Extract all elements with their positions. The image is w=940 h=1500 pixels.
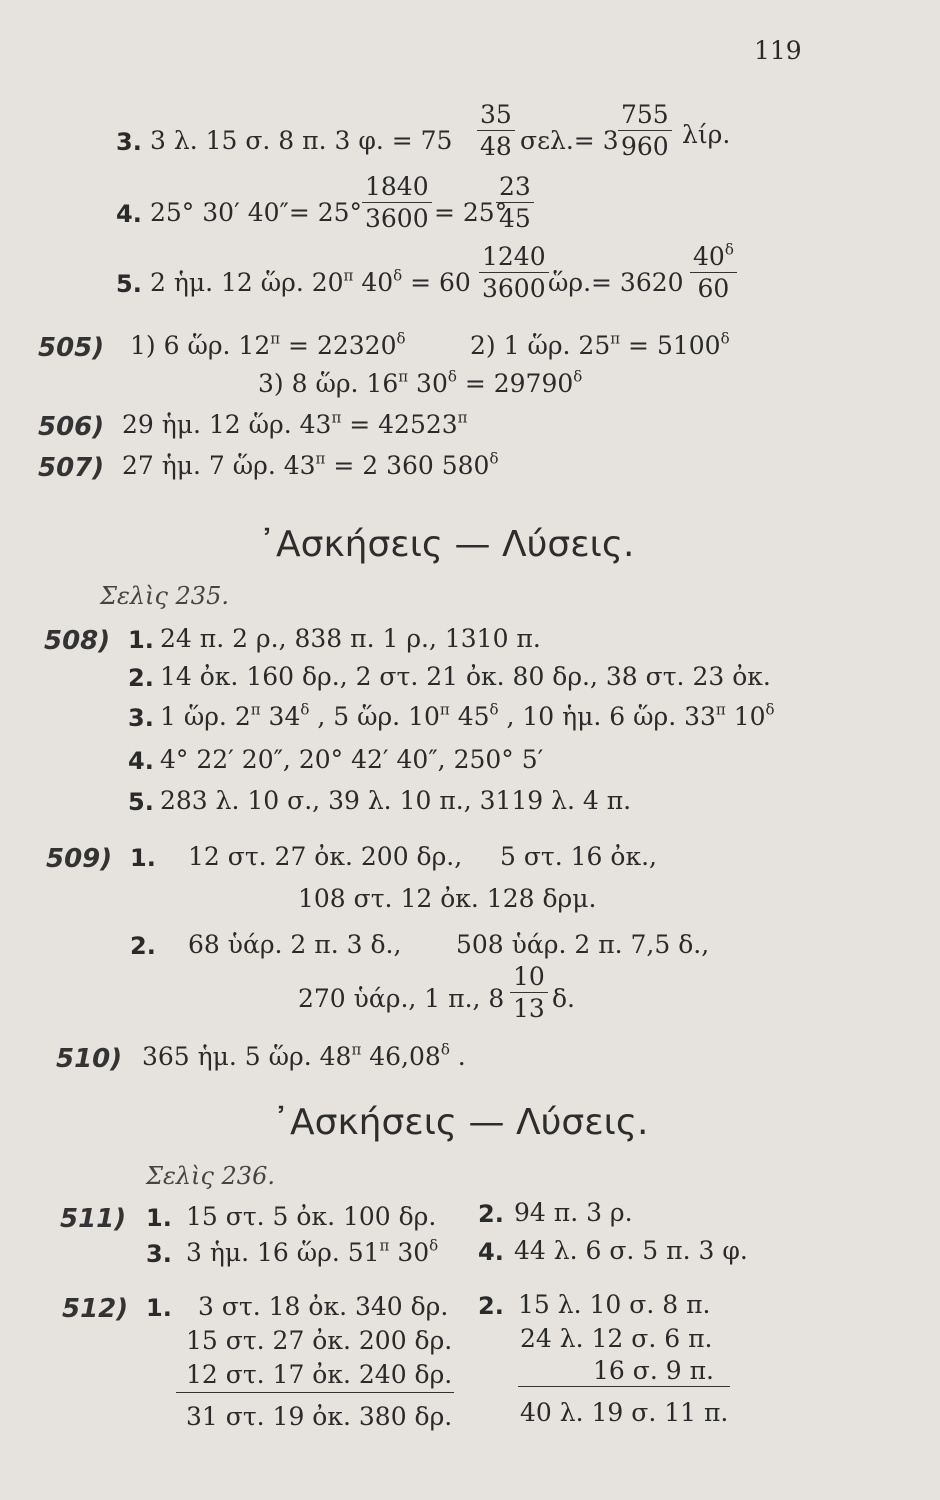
item-number: 3.: [128, 704, 154, 732]
answer-part: 2) 1 ὥρ. $25^\pi = 5100^\delta$: [470, 329, 730, 360]
item-text: = 25°: [434, 198, 508, 227]
answer-text: 94 π. 3 ρ.: [514, 1198, 633, 1227]
answer-text: 5 στ. 16 ὀκ.,: [500, 842, 657, 871]
exercise-label: 509): [46, 844, 113, 874]
answer-text: 14 ὀκ. 160 δρ., 2 στ. 21 ὀκ. 80 δρ., 38 στ. 23 ὀκ.: [160, 662, 771, 691]
item-number: 1.: [128, 626, 154, 654]
sum-row: 12 στ. 17 ὀκ. 240 δρ.: [186, 1360, 453, 1389]
answer-text: 3 ἡμ. 16 ὥρ. $51^\pi$ $30^\delta$: [186, 1236, 439, 1267]
item-number: 4.: [478, 1238, 504, 1266]
exercise-label: 507): [38, 453, 105, 483]
answer-text: 44 λ. 6 σ. 5 π. 3 φ.: [514, 1236, 748, 1265]
item-number: 2.: [478, 1200, 504, 1228]
answer-text: 108 στ. 12 ὀκ. 128 δρμ.: [298, 884, 597, 913]
exercise-label: 510): [56, 1044, 123, 1074]
item-text: σελ.= 3: [520, 126, 619, 155]
exercise-label: 512): [62, 1294, 129, 1324]
answer-text: 68 ὑάρ. 2 π. 3 δ.,: [188, 930, 402, 959]
answer-text: 365 ἡμ. 5 ὥρ. $48^\pi$ $46,08^\delta$ .: [142, 1040, 466, 1071]
section-heading: ᾿Ασκήσεις — Λύσεις.: [258, 524, 635, 565]
answer-text: 15 στ. 5 ὀκ. 100 δρ.: [186, 1202, 437, 1231]
answer-text: 1 ὥρ. $2^\pi$ $34^\delta$ , 5 ὥρ. $10^\pi$ $45^\delta$ , 10 ἡμ. 6 ὥρ. $33^\pi$ $10^\delta$: [160, 700, 775, 731]
answer-text: 270 ὑάρ., 1 π., 8: [298, 984, 505, 1013]
fraction: $\frac{755}{960}$: [618, 102, 672, 159]
answer-part: 1) 6 ὥρ. $12^\pi = 22320^\delta$: [130, 329, 406, 360]
sum-total: 40 λ. 19 σ. 11 π.: [520, 1398, 729, 1427]
answer-text: 12 στ. 27 ὀκ. 200 δρ.,: [188, 842, 463, 871]
fraction: $\frac{23}{45}$: [496, 174, 534, 231]
fraction: $\frac{35}{48}$: [477, 102, 515, 159]
item-text: 25° 30′ 40″= 25°: [150, 198, 363, 227]
sum-rule: [518, 1386, 730, 1387]
sum-row: 3 στ. 18 ὀκ. 340 δρ.: [198, 1292, 449, 1321]
item-text: 3 λ. 15 σ. 8 π. 3 φ. = 75: [150, 126, 453, 155]
sum-row: 24 λ. 12 σ. 6 π.: [520, 1324, 713, 1353]
answer-text: 508 ὑάρ. 2 π. 7,5 δ.,: [456, 930, 710, 959]
item-text: λίρ.: [682, 120, 731, 149]
exercise-label: 508): [44, 626, 111, 656]
item-number: 3.: [146, 1240, 172, 1268]
page-number: 119: [754, 36, 802, 65]
sum-row: 16 σ. 9 π.: [593, 1356, 714, 1385]
item-number: 1.: [130, 844, 156, 872]
answer-text: 283 λ. 10 σ., 39 λ. 10 π., 3119 λ. 4 π.: [160, 786, 632, 815]
fraction: $\frac{40^\delta}{60}$: [690, 244, 737, 301]
fraction: $\frac{1240}{3600}$: [479, 244, 549, 301]
item-text: ὥρ.= 3620: [548, 268, 684, 297]
item-number: 5.: [116, 270, 142, 298]
section-heading: ᾿Ασκήσεις — Λύσεις.: [272, 1102, 649, 1143]
page-reference: Σελὶς 236.: [146, 1162, 275, 1190]
answer-text: 27 ἡμ. 7 ὥρ. $43^\pi = 2$ 360 $580^\delta$: [122, 449, 499, 480]
item-number: 2.: [128, 664, 154, 692]
answer-part: 3) 8 ὥρ. $16^\pi$ $30^\delta = 29790^\delta$: [258, 367, 583, 398]
fraction: $\frac{10}{13}$: [510, 964, 548, 1021]
answer-text: δ.: [552, 984, 575, 1013]
item-text: 2 ἡμ. 12 ὥρ. $20^\pi$ $40^\delta = 60$: [150, 266, 471, 297]
item-number: 1.: [146, 1204, 172, 1232]
exercise-label: 505): [38, 333, 105, 363]
page-reference: Σελὶς 235.: [100, 582, 229, 610]
item-number: 2.: [130, 932, 156, 960]
item-number: 3.: [116, 128, 142, 156]
sum-row: 15 λ. 10 σ. 8 π.: [518, 1290, 711, 1319]
sum-rule: [176, 1392, 454, 1393]
exercise-label: 511): [60, 1204, 127, 1234]
item-number: 2.: [478, 1292, 504, 1320]
exercise-label: 506): [38, 412, 105, 442]
item-number: 1.: [146, 1294, 172, 1322]
sum-row: 15 στ. 27 ὀκ. 200 δρ.: [186, 1326, 453, 1355]
item-number: 5.: [128, 788, 154, 816]
answer-text: 4° 22′ 20″, 20° 42′ 40″, 250° 5′: [160, 745, 544, 774]
answer-text: 29 ἡμ. 12 ὥρ. $43^\pi = 42523^\pi$: [122, 408, 468, 439]
answer-text: 24 π. 2 ρ., 838 π. 1 ρ., 1310 π.: [160, 624, 541, 653]
sum-total: 31 στ. 19 ὀκ. 380 δρ.: [186, 1402, 453, 1431]
fraction: $\frac{1840}{3600}$: [362, 174, 432, 231]
item-number: 4.: [116, 200, 142, 228]
item-number: 4.: [128, 747, 154, 775]
